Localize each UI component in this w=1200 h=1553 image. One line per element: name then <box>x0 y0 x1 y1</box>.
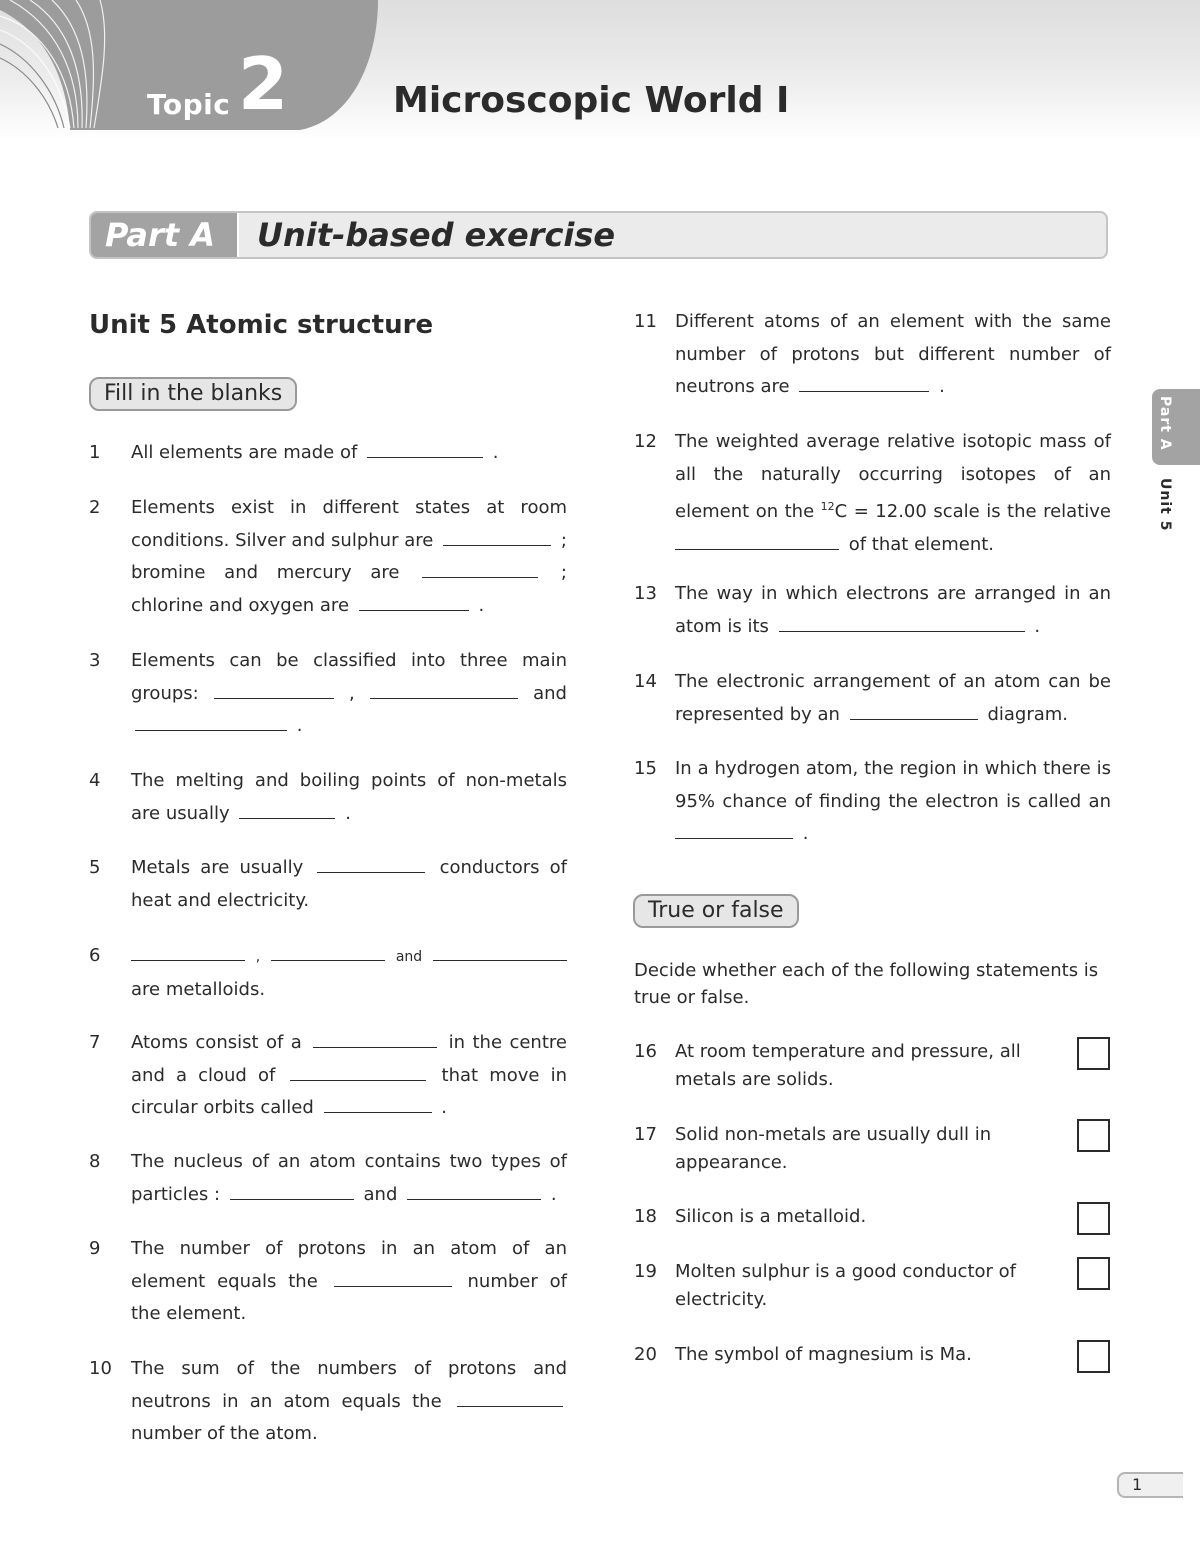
answer-checkbox-16[interactable] <box>1077 1037 1110 1070</box>
question-text: Elements exist in different states at room conditions. Silver and sulphur are <box>131 497 567 551</box>
question-text: The sum of the numbers of protons and neutrons in an atom equals the <box>131 1358 567 1412</box>
answer-blank[interactable] <box>457 1388 563 1407</box>
question-number: 13 <box>634 583 657 604</box>
question-number: 3 <box>89 650 101 671</box>
answer-blank[interactable] <box>407 1181 541 1200</box>
question-number: 14 <box>634 671 657 692</box>
page-title: Microscopic World I <box>393 80 790 121</box>
answer-blank[interactable] <box>324 1094 432 1113</box>
answer-blank[interactable] <box>131 942 245 961</box>
question-number: 19 <box>634 1261 657 1282</box>
question-text: The electronic arrangement of an atom can be represented by an <box>675 671 1111 725</box>
question-number: 7 <box>89 1032 101 1053</box>
statement-text: Molten sulphur is a good conductor of electricity. <box>675 1261 1016 1310</box>
part-title: Unit-based exercise <box>257 216 616 254</box>
question-number: 11 <box>634 311 657 332</box>
answer-blank[interactable] <box>271 942 385 961</box>
question-text: ; chlorine and oxygen are <box>131 562 567 616</box>
answer-blank[interactable] <box>799 373 929 392</box>
true-false-intro: Decide whether each of the following statements is true or false. <box>634 960 1099 1008</box>
statement-text: The symbol of magnesium is Ma. <box>675 1344 972 1365</box>
true-or-false-label: True or false <box>633 894 799 928</box>
statement-text: At room temperature and pressure, all metals are solids. <box>675 1041 1021 1090</box>
question-text: C = 12.00 scale is the relative <box>834 501 1111 522</box>
topic-label: Topic <box>147 88 231 121</box>
question-text: . <box>550 1183 557 1205</box>
side-tab-part: Part A <box>1157 396 1173 451</box>
question-number: 8 <box>89 1151 101 1172</box>
question-text: that move in circular orbits called <box>131 1064 567 1118</box>
answer-blank[interactable] <box>675 531 839 550</box>
answer-blank[interactable] <box>443 527 551 546</box>
question-text: diagram. <box>987 703 1069 725</box>
question-text: Atoms consist of a <box>131 1032 302 1053</box>
question-text: The nucleus of an atom contains two types of particles : <box>131 1151 567 1205</box>
question-number: 5 <box>89 857 101 878</box>
answer-blank[interactable] <box>239 800 335 819</box>
question-text: . <box>345 802 351 824</box>
question-number: 4 <box>89 770 101 791</box>
question-text: . <box>939 376 945 397</box>
question-text: number of the atom. <box>131 1423 318 1444</box>
question-number: 9 <box>89 1238 101 1259</box>
answer-blank[interactable] <box>334 1268 452 1287</box>
question-number: 15 <box>634 758 657 779</box>
question-text: , <box>349 682 355 704</box>
question-text: The way in which electrons are arranged in an atom is its <box>675 583 1111 637</box>
question-text: and <box>395 949 423 965</box>
question-number: 1 <box>89 442 101 463</box>
question-text: are metalloids. <box>131 978 266 1000</box>
fill-in-blanks-label: Fill in the blanks <box>89 377 297 411</box>
answer-checkbox-17[interactable] <box>1077 1119 1110 1152</box>
question-text: The weighted average relative isotopic mass of all the naturally occurring isotopes of an element on the <box>675 431 1111 522</box>
question-text: and <box>533 682 567 704</box>
question-text: in the centre and a cloud of <box>131 1032 567 1086</box>
answer-checkbox-18[interactable] <box>1077 1202 1110 1235</box>
question-text: Elements can be classified into three main groups: <box>131 650 567 704</box>
answer-blank[interactable] <box>367 439 483 458</box>
question-text: number of the element. <box>131 1270 567 1324</box>
topic-number: 2 <box>238 42 289 126</box>
answer-blank[interactable] <box>850 701 978 720</box>
statement-text: Solid non-metals are usually dull in appearance. <box>675 1124 992 1173</box>
answer-blank[interactable] <box>359 592 469 611</box>
part-tab: Part A <box>91 213 237 257</box>
question-text: . <box>1034 615 1041 637</box>
statement-text: Silicon is a metalloid. <box>675 1206 867 1227</box>
question-text: conductors of heat and electricity. <box>131 857 567 911</box>
question-text: All elements are made of <box>131 442 358 463</box>
question-number: 20 <box>634 1344 657 1365</box>
answer-blank[interactable] <box>313 1029 437 1048</box>
answer-blank[interactable] <box>779 613 1025 632</box>
question-text: . <box>802 823 809 844</box>
superscript-mass-number: 12 <box>820 500 835 513</box>
question-text: The melting and boiling points of non-metals are usually <box>131 770 567 824</box>
question-text: In a hydrogen atom, the region in which there is 95% chance of finding the electron is called an <box>675 758 1111 812</box>
answer-blank[interactable] <box>317 854 425 873</box>
answer-blank[interactable] <box>290 1062 426 1081</box>
question-text: of that element. <box>848 533 995 555</box>
question-number: 16 <box>634 1041 657 1062</box>
question-text: Metals are usually <box>131 857 304 878</box>
answer-blank[interactable] <box>675 820 793 839</box>
question-number: 6 <box>89 945 101 966</box>
question-text: . <box>478 594 485 616</box>
question-text: . <box>441 1097 447 1118</box>
answer-checkbox-20[interactable] <box>1077 1340 1110 1373</box>
question-number: 2 <box>89 497 101 518</box>
answer-checkbox-19[interactable] <box>1077 1257 1110 1290</box>
answer-blank[interactable] <box>135 712 287 731</box>
unit-heading: Unit 5 Atomic structure <box>89 310 434 340</box>
question-text: . <box>296 715 303 736</box>
answer-blank[interactable] <box>433 942 567 961</box>
question-text: The number of protons in an atom of an element equals the <box>131 1238 567 1292</box>
side-tab-unit: Unit 5 <box>1157 478 1173 532</box>
answer-blank[interactable] <box>370 680 518 699</box>
page-number: 1 <box>1117 1472 1183 1498</box>
question-number: 12 <box>634 431 657 452</box>
answer-blank[interactable] <box>230 1181 354 1200</box>
question-number: 10 <box>89 1358 112 1379</box>
answer-blank[interactable] <box>214 680 334 699</box>
question-text: and <box>363 1183 398 1205</box>
question-text: . <box>492 442 499 463</box>
part-banner <box>89 211 1108 259</box>
question-number: 18 <box>634 1206 657 1227</box>
question-text: , <box>255 949 261 965</box>
question-text: Different atoms of an element with the same number of protons but different number of neutrons are <box>675 311 1111 397</box>
question-text: ; bromine and mercury are <box>131 529 567 583</box>
answer-blank[interactable] <box>422 559 538 578</box>
question-number: 17 <box>634 1124 657 1145</box>
